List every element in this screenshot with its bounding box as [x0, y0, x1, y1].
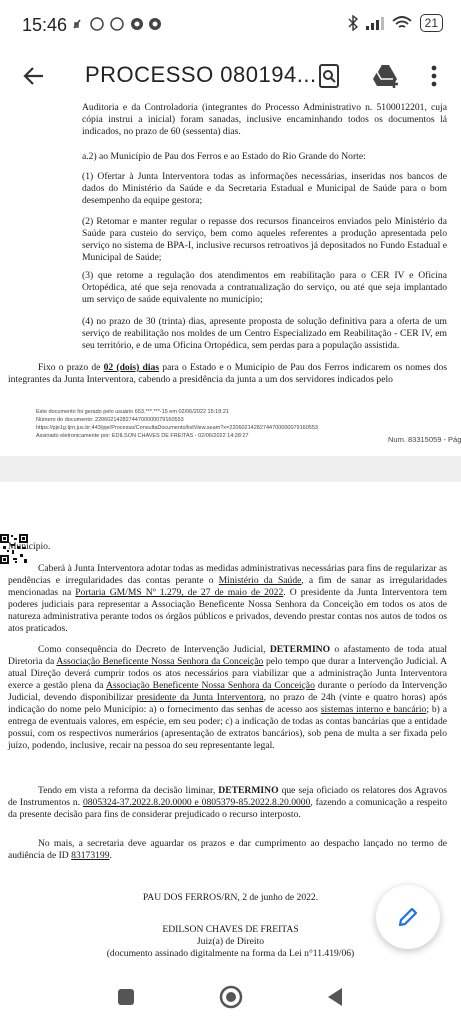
back-button[interactable]	[18, 60, 50, 92]
page-separator	[0, 456, 461, 482]
text: . O presidente da Junta Interventora tem poderes judiciais para representar a Associação Beneficente Nossa Senhora da Conceição em todos os atos de natureza administrativa perante todos os órgãos públicos e privados, devendo prestar contas nos autos de todos os atos praticados.	[8, 587, 447, 634]
add-to-drive-icon	[372, 63, 400, 89]
paragraph: Município.	[8, 541, 51, 552]
footer-line: Assinado eletronicamente por: EDILSON CHAVES DE FREITAS - 02/06/2022 14:28:27	[36, 433, 249, 439]
link-text: 83173199	[71, 850, 110, 861]
pencil-icon	[397, 906, 419, 928]
link-text: 0805324-37.2022.8.20.0000 e 0805379-85.2022.8.20.0000	[82, 797, 311, 808]
app-bar	[0, 48, 461, 106]
text: , a fim de sanar as irregularidades mencionadas na	[8, 575, 447, 598]
text: Caberá à Junta Interventora adotar todas as medidas administrativas necessárias para fins de regularizar as pendências e irregularidades das contas perante o	[8, 563, 447, 586]
recents-icon	[117, 988, 135, 1006]
footer-line: Número do documento: 22060214282744700000079160553	[36, 417, 184, 423]
paragraph: (3) que retome a regulação dos atendimentos em reabilitação para o CER IV e Oficina Ortopédica, até que seja renovada a contratualização do serviço, ou até que seja implantado um serviço de saúde equivalente no município;	[82, 270, 447, 305]
mute-icon	[74, 20, 80, 28]
more-options-button[interactable]	[418, 60, 450, 92]
signature-note: (documento assinado digitalmente na forma da Lei n°11.419/06)	[106, 948, 355, 959]
bold-text: DETERMINO	[269, 644, 331, 655]
system-status-icons	[348, 14, 443, 32]
deadline-text: 02 (dois) dias	[103, 362, 160, 373]
link-text: Ministério da Saúde	[218, 575, 302, 586]
paragraph: (4) no prazo de 30 (trinta) dias, apresente proposta de solução definitiva para a oferta de um serviço de reabilitação nos moldes de um Centro Especializado em Reabilitação - CER IV, em seu território, e de uma Oficina Ortopédica, sem perdas para a população assistida.	[82, 316, 447, 351]
search-document-icon	[317, 63, 341, 89]
date-line: PAU DOS FERROS/RN, 2 de junho de 2022.	[142, 892, 319, 903]
footer-line: https://pje1g.tjrn.jus.br:443/pje/Processo/ConsultaDocumento/listView.seam?x=22060214282744700000079160553	[36, 425, 318, 431]
paragraph: (1) Ofertar à Junta Interventora todas as informações necessárias, inseridas nos bancos de dados do Ministério da Saúde e da Secretaria Estadual e Municipal de Saúde para o bom desempenho da equipe gestora;	[82, 171, 447, 206]
add-to-drive-button[interactable]	[370, 60, 402, 92]
wifi-icon	[392, 16, 412, 30]
page-title: PROCESSO 080194...	[85, 62, 317, 87]
home-icon	[219, 985, 243, 1009]
page-number: Num. 83315059 - Pág	[388, 435, 461, 444]
back-nav-button[interactable]	[322, 984, 348, 1010]
text: que seja oficiado os relatores dos Agravos de Instrumentos n.	[8, 785, 447, 808]
signature-role: Juiz(a) de Direito	[196, 936, 265, 947]
paragraph	[8, 644, 447, 752]
text: durante o período da Intervenção Judicial, devendo disponibilizar	[8, 680, 447, 703]
arrow-back-icon	[23, 65, 45, 87]
link-text: sistemas interno e bancário	[320, 704, 427, 715]
bluetooth-icon	[348, 15, 358, 31]
document-footer	[36, 408, 416, 440]
notification-icons	[72, 16, 162, 36]
search-document-button[interactable]	[313, 60, 345, 92]
paragraph: Auditoria e da Controladoria (integrantes do Processo Administrativo n. 5100012201, cuja cópia instrui a inicial) foram sanadas, inclusive encaminhando todos os documentos lá indicados, no prazo de 60 (sessenta) dias.	[82, 102, 447, 137]
status-time: 15:46	[22, 15, 68, 35]
link-text: Portaria GM/MS Nº 1.279, de 27 de maio de 2022	[75, 587, 284, 598]
footer-line: Este documento foi gerado pelo usuário 653.***.***-15 em 02/06/2022 15:18:21	[36, 409, 229, 415]
paragraph	[8, 362, 447, 386]
back-triangle-icon	[326, 987, 344, 1007]
paragraph: a.2) ao Município de Pau dos Ferros e ao Estado do Rio Grande do Norte:	[82, 151, 366, 162]
link-text: Associação Beneficente Nossa Senhora da Conceição	[106, 680, 315, 691]
text: .	[109, 850, 112, 861]
text: o afastamento de toda atual Diretoria da	[8, 644, 447, 667]
paragraph	[8, 785, 447, 821]
text: pelo tempo que durar a Intervenção Judicial. A atual Direção deverá cumprir todos os atos necessários para viabilizar que a administração Junta Interventora exerce a gestão plena da	[8, 656, 447, 691]
paragraph: (2) Retomar e manter regular o repasse dos recursos financeiros enviados pelo Ministério da Saúde para custeio do serviço, bem como aqueles referentes a produção apresentada pelo serviço no sistema de BPA-I, inclusive recursos retroativos já depositados no Fundo Estadual e Municipal de Saúde;	[82, 216, 447, 263]
signature-name: EDILSON CHAVES DE FREITAS	[162, 924, 299, 935]
text: ; b) a entrega de eventuais valores, em espécie, em seu poder; c) a indicação de todas as contas bancárias que a entidade possui, com os respectivos numerários (apresentação de extratos bancários), sob pena de multa a ser fixada pelo juízo, podendo, inclusive, recair na pessoa do seu representante legal.	[8, 704, 447, 751]
home-button[interactable]	[218, 984, 244, 1010]
text: , no prazo de 24h (vinte e quatro horas) após indicação do nome pelo Município: a) o fornecimento das senhas de acesso aos	[8, 692, 447, 715]
recents-button[interactable]	[113, 984, 139, 1010]
whatsapp-icon-2	[111, 18, 123, 30]
paragraph	[8, 838, 447, 862]
text: No mais, a secretaria deve aguardar os prazos e dar cumprimento ao despacho lançado no termo de audiência de ID	[8, 838, 447, 861]
signal-icon	[366, 16, 384, 30]
text: Tendo em vista a reforma da decisão liminar,	[38, 785, 219, 796]
text: , fazendo a comunicação a respeito da presente decisão para fins de considerar prejudicado o recurso interposto.	[8, 797, 447, 820]
document-viewer[interactable]	[0, 102, 461, 1006]
link-text: Associação Beneficente Nossa Senhora da Conceição	[56, 656, 264, 667]
paragraph	[8, 563, 447, 635]
system-nav-bar	[0, 970, 461, 1024]
bold-text: DETERMINO	[218, 785, 279, 796]
text: para o Estado e o Município de Pau dos Ferros indicarem os nomes dos integrantes da Junta Interventora, cabendo a presidência da junta a um dos servidores indicados pelo	[8, 362, 447, 385]
edit-button[interactable]	[376, 885, 440, 949]
whatsapp-icon	[91, 18, 103, 30]
status-bar	[0, 0, 461, 48]
text: Fixo o prazo de	[38, 362, 104, 373]
battery-icon: 21	[420, 14, 443, 32]
more-vert-icon	[431, 65, 437, 87]
text: Como consequência do Decreto de Intervenção Judicial,	[38, 644, 270, 655]
link-text: presidente da Junta Interventora	[136, 692, 264, 703]
